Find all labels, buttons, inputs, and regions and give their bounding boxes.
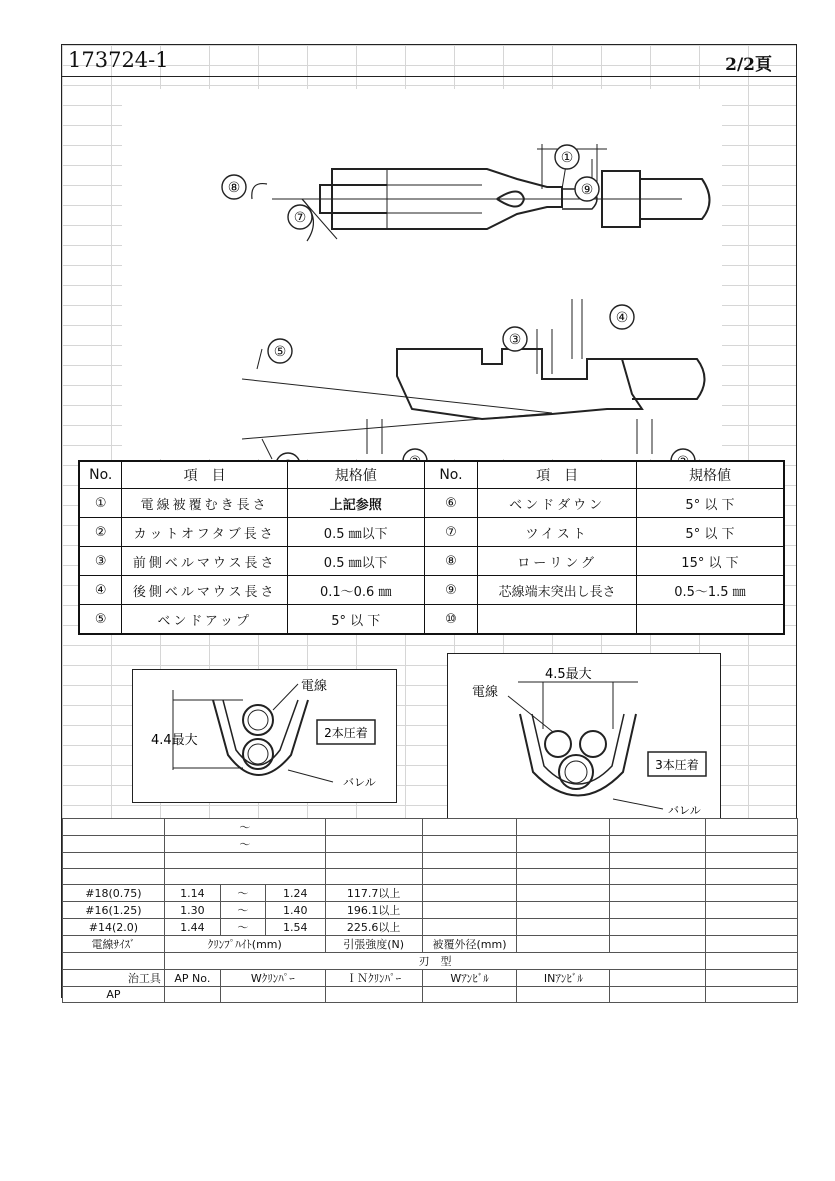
terminal-diagram	[122, 89, 722, 459]
item-name: ローリング	[478, 547, 637, 576]
wire-size-header: 電線ｻｲｽﾞ	[63, 936, 165, 953]
crimp-height-max: 1.24	[265, 885, 325, 902]
crimp-height-min: 1.44	[164, 919, 220, 936]
spec-value: 0.5 ㎜以下	[287, 547, 424, 576]
tensile-strength: 225.6以上	[325, 919, 422, 936]
crimp-height-min: 1.30	[164, 902, 220, 919]
spec-value: 5° 以 下	[636, 518, 784, 547]
spec-value: 5° 以 下	[636, 489, 784, 518]
row-number: ⑧	[424, 547, 478, 576]
row-number: ⑨	[424, 576, 478, 605]
crimp-3-barrel-label: バレル	[668, 804, 701, 817]
row-number: ⑤	[79, 605, 122, 635]
row-number: ⑩	[424, 605, 478, 635]
tool-row	[63, 987, 798, 1003]
blank-row	[63, 853, 798, 869]
row-number: ③	[79, 547, 122, 576]
callout-3: ③	[508, 332, 522, 348]
callout-4: ④	[615, 310, 629, 326]
insulation-header: 被覆外径(mm)	[422, 936, 517, 953]
wire-size: #18(0.75)	[63, 885, 165, 902]
crimp-2-wire-svg	[133, 670, 396, 802]
table-row	[63, 919, 798, 936]
item-name: 前側ベルマウス長さ	[122, 547, 287, 576]
item-name: 電線被覆むき長さ	[122, 489, 287, 518]
tilde: 〜	[164, 836, 325, 853]
crimp-2-type-label: 2本圧着	[324, 726, 368, 740]
ap-no-header: AP No.	[164, 970, 220, 987]
item-name: 芯線端末突出し長さ	[478, 576, 637, 605]
in-crimper-header: ＩＮｸﾘﾝﾊﾟｰ	[325, 970, 422, 987]
header-item-a: 項 目	[122, 461, 287, 489]
range-separator: 〜	[220, 919, 265, 936]
spec-table	[78, 460, 785, 635]
blank-row	[63, 836, 798, 853]
column-header-row	[63, 936, 798, 953]
in-anvil-header: INｱﾝﾋﾞﾙ	[517, 970, 610, 987]
crimp-height-min: 1.14	[164, 885, 220, 902]
page-number: 2/2頁	[725, 55, 772, 75]
spec-value	[636, 605, 784, 635]
table-row	[79, 547, 784, 576]
range-separator: 〜	[220, 885, 265, 902]
wire-size: #14(2.0)	[63, 919, 165, 936]
header-no-b: No.	[424, 461, 478, 489]
crimp-3-wire-figure	[447, 653, 721, 819]
tool-header: 治工具	[63, 970, 165, 987]
crimp-3-wire-label: 電線	[472, 685, 499, 700]
crimp-data-table	[62, 818, 798, 1003]
row-number: ②	[79, 518, 122, 547]
crimp-2-wire-label: 電線	[301, 679, 328, 694]
title-rule	[62, 76, 796, 77]
callout-1: ①	[560, 150, 574, 166]
tool-header-row	[63, 970, 798, 987]
table-row	[63, 885, 798, 902]
w-crimper-header: Wｸﾘﾝﾊﾟｰ	[220, 970, 325, 987]
item-name	[478, 605, 637, 635]
table-row	[79, 489, 784, 518]
callout-7: ⑦	[293, 210, 307, 226]
table-row	[63, 902, 798, 919]
row-number: ④	[79, 576, 122, 605]
callout-9: ⑨	[580, 182, 594, 198]
spec-value: 上記参照	[287, 489, 424, 518]
header-value-a: 規格値	[287, 461, 424, 489]
tool-ap: AP	[63, 987, 165, 1003]
table-row	[79, 518, 784, 547]
row-number: ①	[79, 489, 122, 518]
spec-value: 0.5 ㎜以下	[287, 518, 424, 547]
spec-value: 5° 以 下	[287, 605, 424, 635]
tensile-header: 引張強度(N)	[325, 936, 422, 953]
crimp-height-max: 1.54	[265, 919, 325, 936]
tilde: 〜	[164, 819, 325, 836]
crimp-3-dimension: 4.5最大	[545, 667, 592, 682]
header-no-a: No.	[79, 461, 122, 489]
table-row	[79, 605, 784, 635]
item-name: カットオフタブ長さ	[122, 518, 287, 547]
crimp-3-wire-svg	[448, 654, 720, 818]
item-name: ツイスト	[478, 518, 637, 547]
crimp-3-type-label: 3本圧着	[655, 758, 699, 772]
crimp-height-max: 1.40	[265, 902, 325, 919]
spec-value: 0.5〜1.5 ㎜	[636, 576, 784, 605]
tensile-strength: 196.1以上	[325, 902, 422, 919]
crimp-2-dimension: 4.4最大	[151, 733, 198, 748]
item-name: ベンドアップ	[122, 605, 287, 635]
header-value-b: 規格値	[636, 461, 784, 489]
row-number: ⑦	[424, 518, 478, 547]
crimp-height-header: ｸﾘﾝﾌﾟﾊｲﾄ(mm)	[164, 936, 325, 953]
spec-value: 15° 以 下	[636, 547, 784, 576]
spec-header-row	[79, 461, 784, 489]
table-row	[79, 576, 784, 605]
crimp-2-wire-figure	[132, 669, 397, 803]
terminal-diagram-svg	[122, 89, 722, 459]
item-name: 後側ベルマウス長さ	[122, 576, 287, 605]
wire-size: #16(1.25)	[63, 902, 165, 919]
document-sheet	[61, 44, 797, 1001]
blade-title: 刃 型	[164, 953, 705, 970]
blade-title-row	[63, 953, 798, 970]
document-number: 173724-1	[68, 48, 169, 72]
blank-row	[63, 869, 798, 885]
crimp-2-barrel-label: バレル	[343, 776, 376, 789]
callout-8: ⑧	[227, 180, 241, 196]
w-anvil-header: Wｱﾝﾋﾞﾙ	[422, 970, 517, 987]
range-separator: 〜	[220, 902, 265, 919]
tensile-strength: 117.7以上	[325, 885, 422, 902]
header-item-b: 項 目	[478, 461, 637, 489]
spec-value: 0.1〜0.6 ㎜	[287, 576, 424, 605]
row-number: ⑥	[424, 489, 478, 518]
blank-row	[63, 819, 798, 836]
callout-5: ⑤	[273, 344, 287, 360]
item-name: ベンドダウン	[478, 489, 637, 518]
